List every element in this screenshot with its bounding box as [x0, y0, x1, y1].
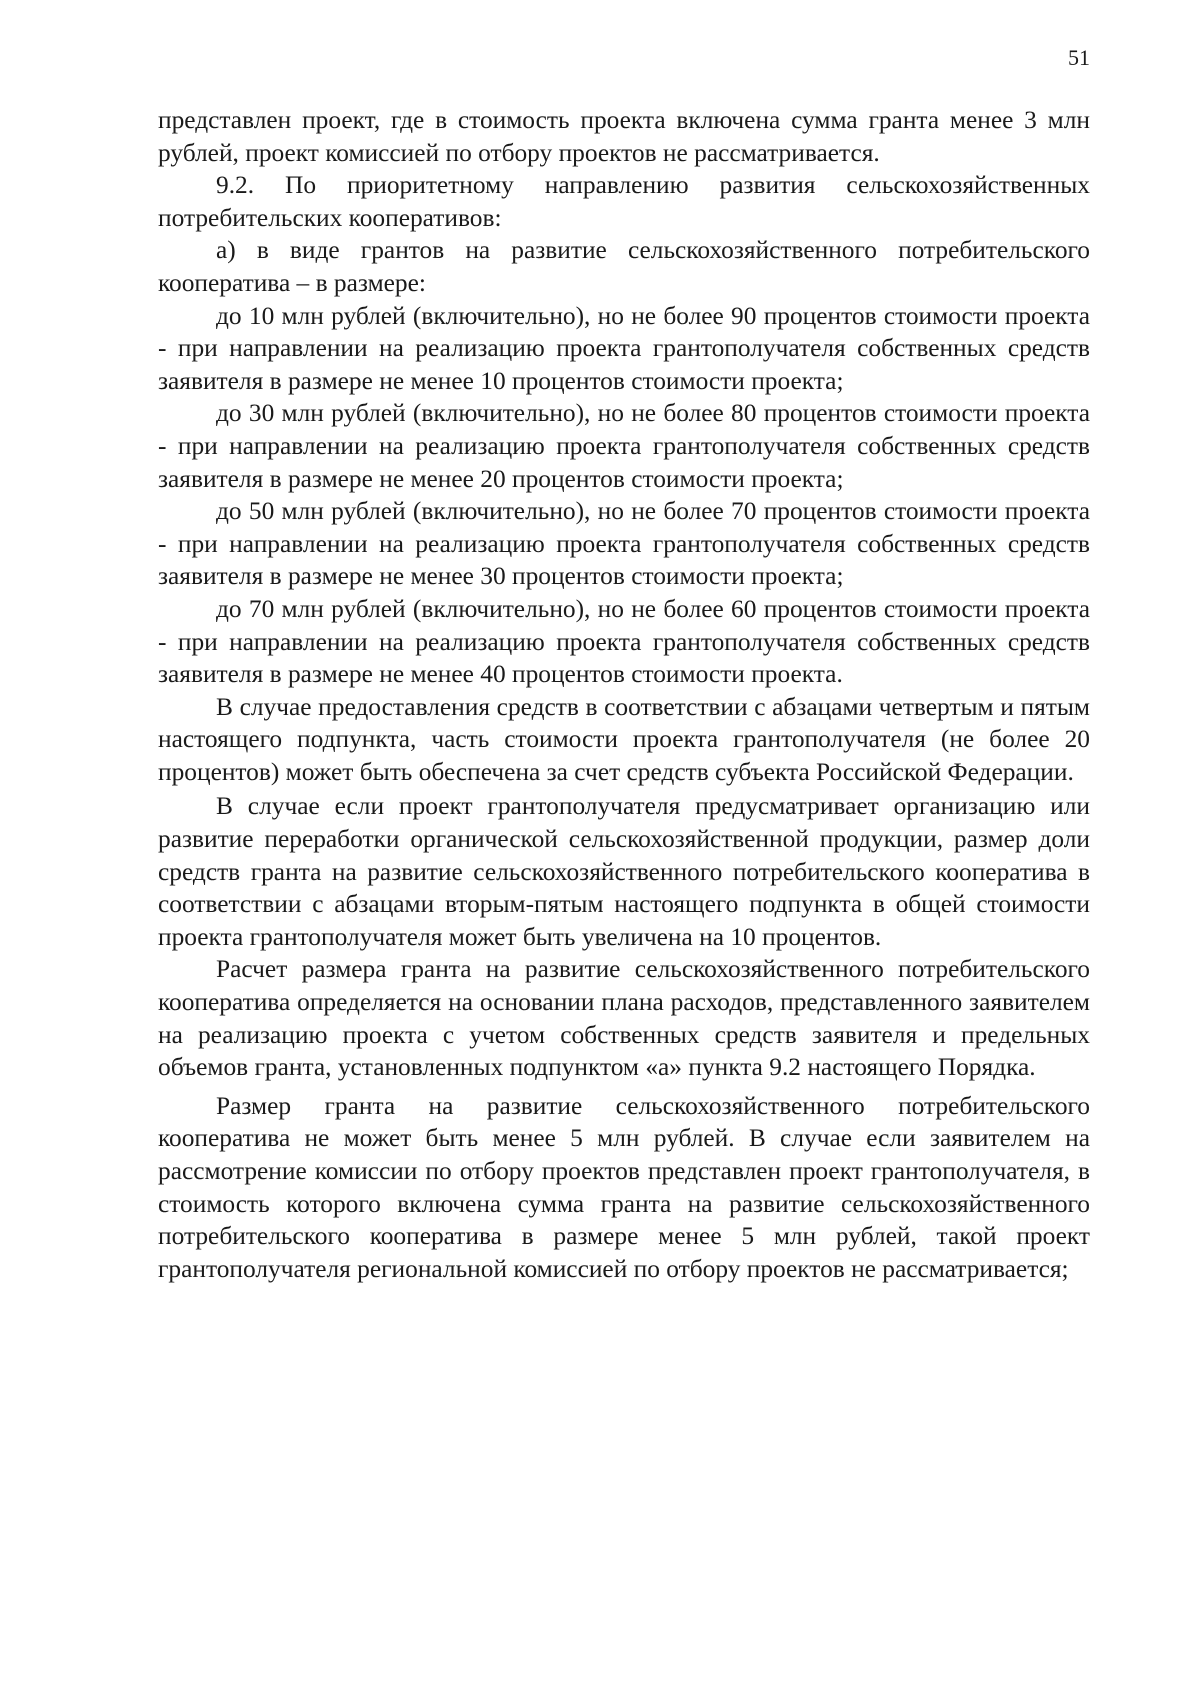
paragraph-continuation: представлен проект, где в стоимость проекта включена сумма гранта менее 3 млн рублей, проект комиссией по отбору проектов не рассматривается.: [158, 106, 1090, 167]
document-body: [158, 104, 1090, 1285]
paragraph-minimum-grant: Размер гранта на развитие сельскохозяйственного потребительского кооператива не может быть менее 5 млн рублей. В случае если заявителем на рассмотрение комиссии по отбору проектов представлен проект грантополучателя, в стоимость которого включена сумма гранта на развитие сельскохозяйственного потребительского кооператива в размере менее 5 млн рублей, такой проект грантополучателя региональной комиссией по отбору проектов не рассматривается;: [158, 1091, 1090, 1283]
paragraph-tier-70m: до 70 млн рублей (включительно), но не более 60 процентов стоимости проекта - при направлении на реализацию проекта грантополучателя собственных средств заявителя в размере не менее 40 процентов стоимости проекта.: [158, 594, 1090, 689]
paragraph-tier-30m: до 30 млн рублей (включительно), но не более 80 процентов стоимости проекта - при направлении на реализацию проекта грантополучателя собственных средств заявителя в размере не менее 20 процентов стоимости проекта;: [158, 399, 1090, 493]
paragraph-tier-10m: до 10 млн рублей (включительно), но не более 90 процентов стоимости проекта - при направлении на реализацию проекта грантополучателя собственных средств заявителя в размере не менее 10 процентов стоимости проекта;: [158, 301, 1090, 395]
paragraph-subitem-a: а) в виде грантов на развитие сельскохозяйственного потребительского кооператива – в размере:: [158, 236, 1090, 297]
paragraph-organic-processing: В случае если проект грантополучателя предусматривает организацию или развитие переработки органической сельскохозяйственной продукции, размер доли средств гранта на развитие сельскохозяйственного потребительского кооператива в соответствии с абзацами вторым-пятым настоящего подпункта в общей стоимости проекта грантополучателя может быть увеличена на 10 процентов.: [158, 792, 1090, 951]
paragraph-section-9-2: 9.2. По приоритетному направлению развития сельскохозяйственных потребительских кооперативов:: [158, 171, 1090, 232]
paragraph-tier-50m: до 50 млн рублей (включительно), но не более 70 процентов стоимости проекта - при направлении на реализацию проекта грантополучателя собственных средств заявителя в размере не менее 30 процентов стоимости проекта;: [158, 497, 1090, 591]
paragraph-grant-calculation: Расчет размера гранта на развитие сельскохозяйственного потребительского кооператива определяется на основании плана расходов, представленного заявителем на реализацию проекта с учетом собственных средств заявителя и предельных объемов гранта, установленных подпунктом «а» пункта 9.2 настоящего Порядка.: [158, 955, 1090, 1082]
page-number: 51: [1068, 45, 1090, 70]
paragraph-regional-cofinancing: В случае предоставления средств в соответствии с абзацами четвертым и пятым настоящего подпункта, часть стоимости проекта грантополучателя (не более 20 процентов) может быть обеспечена за счет средств субъекта Российской Федерации.: [158, 692, 1090, 786]
